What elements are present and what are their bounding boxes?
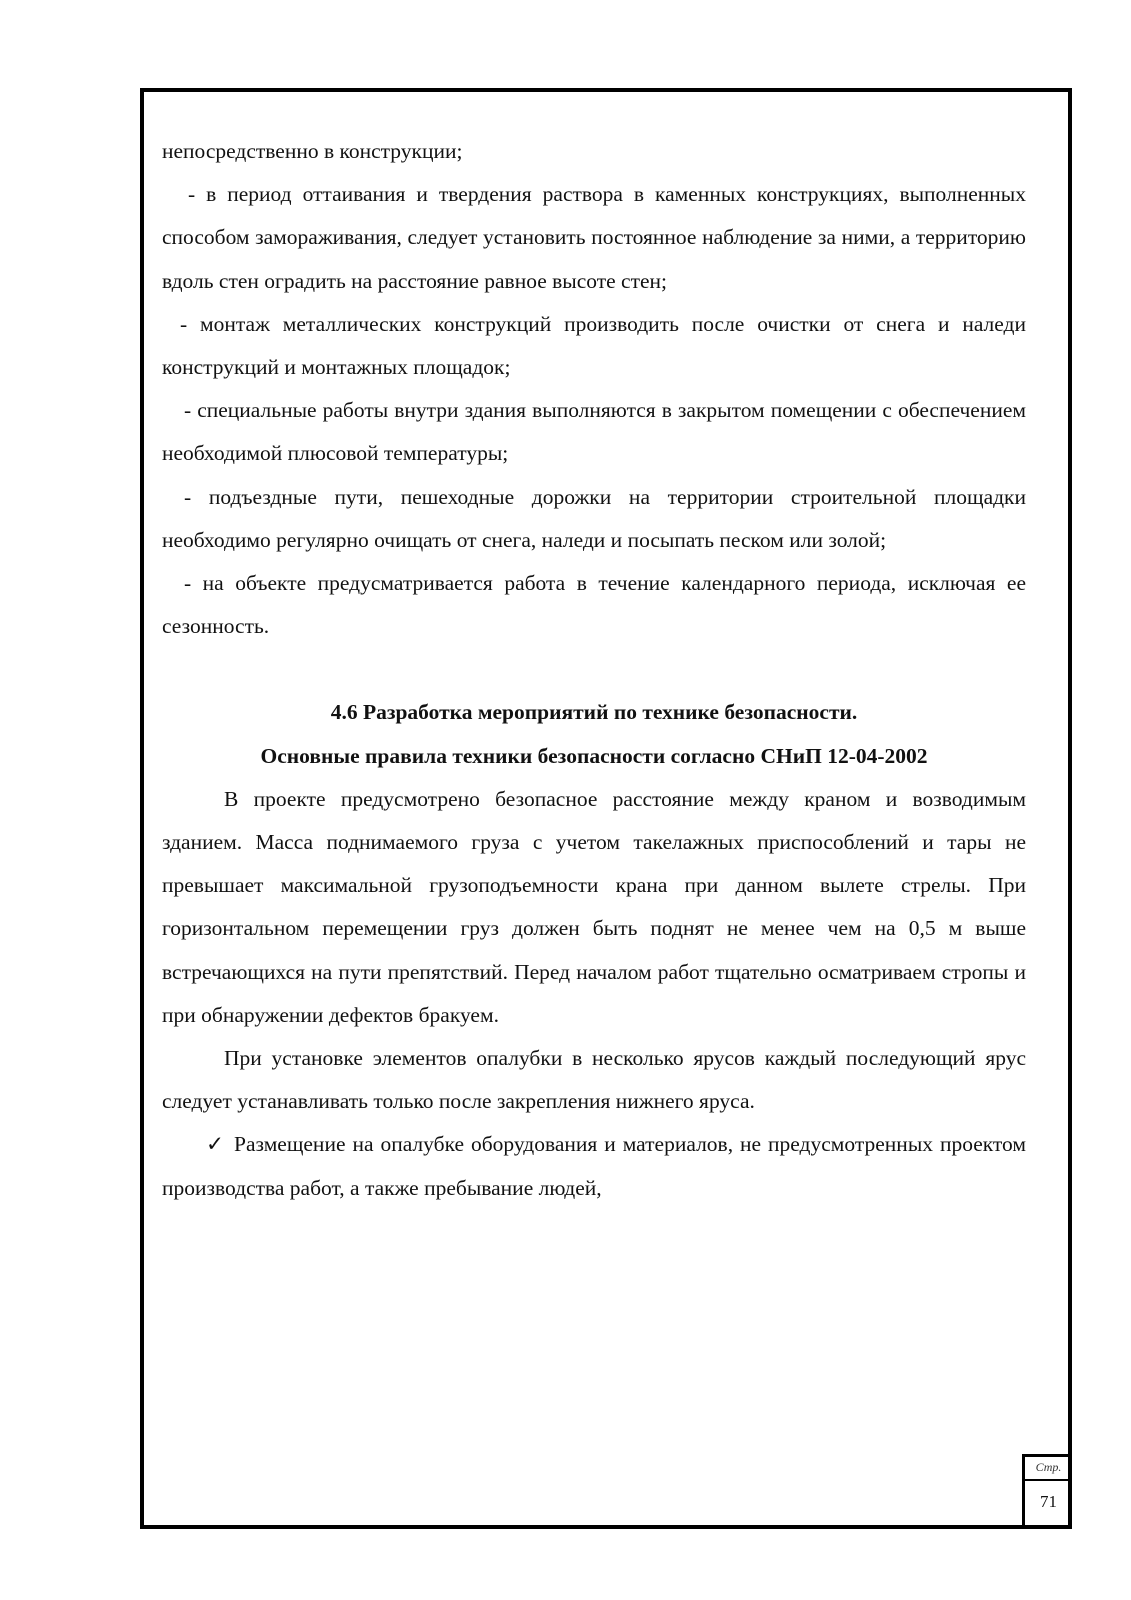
spacer [162,648,1026,691]
paragraph: - подъездные пути, пешеходные дорожки на территории строительной площадки необходимо регулярно очищать от снега, наледи и посыпать песком или золой; [162,484,1026,552]
check-mark-icon: ✓ [206,1132,225,1157]
page-number-stamp [1022,1454,1072,1529]
checklist-item-text: Размещение на опалубке оборудования и материалов, не предусмотренных проектом производства работ, а также пребывание людей, [162,1132,1026,1200]
paragraph: - монтаж металлических конструкций производить после очистки от снега и наледи конструкций и монтажных площадок; [162,311,1026,380]
paragraph: В проекте предусмотрено безопасное расстояние между краном и возводимым зданием. Масса поднимаемого груза с учетом такелажных приспособлений и тары не превышает максимальной грузоподъемности крана при данном вылете стрелы. При горизонтальном перемещении груз должен быть поднят не менее чем на 0,5 м выше встречающихся на пути препятствий. Перед началом работ тщательно осматриваем стропы и при обнаружении дефектов бракуем. [162,786,1026,1027]
paragraph: - в период оттаивания и твердения раствора в каменных конструкциях, выполненных способом замораживания, следует установить постоянное наблюдение за ними, а территорию вдоль стен оградить на расстояние равное высоте стен; [162,182,1026,293]
page-number: 71 [1040,1492,1057,1511]
paragraph: - на объекте предусматривается работа в течение календарного периода, исключая ее сезонность. [162,571,1026,639]
paragraph: При установке элементов опалубки в несколько ярусов каждый последующий ярус следует устанавливать только после закрепления нижнего яруса. [162,1046,1026,1114]
section-subheading: Основные правила техники безопасности согласно СНиП 12-04-2002 [260,743,928,768]
checklist-item [162,1123,1026,1209]
paragraph: непосредственно в конструкции; [162,139,463,163]
section-heading: 4.6 Разработка мероприятий по технике безопасности. [330,700,858,725]
document-body [162,130,1026,1210]
stamp-label: Стр. [1025,1457,1072,1481]
paragraph: - специальные работы внутри здания выполняются в закрытом помещении с обеспечением необходимой плюсовой температуры; [162,398,1026,466]
